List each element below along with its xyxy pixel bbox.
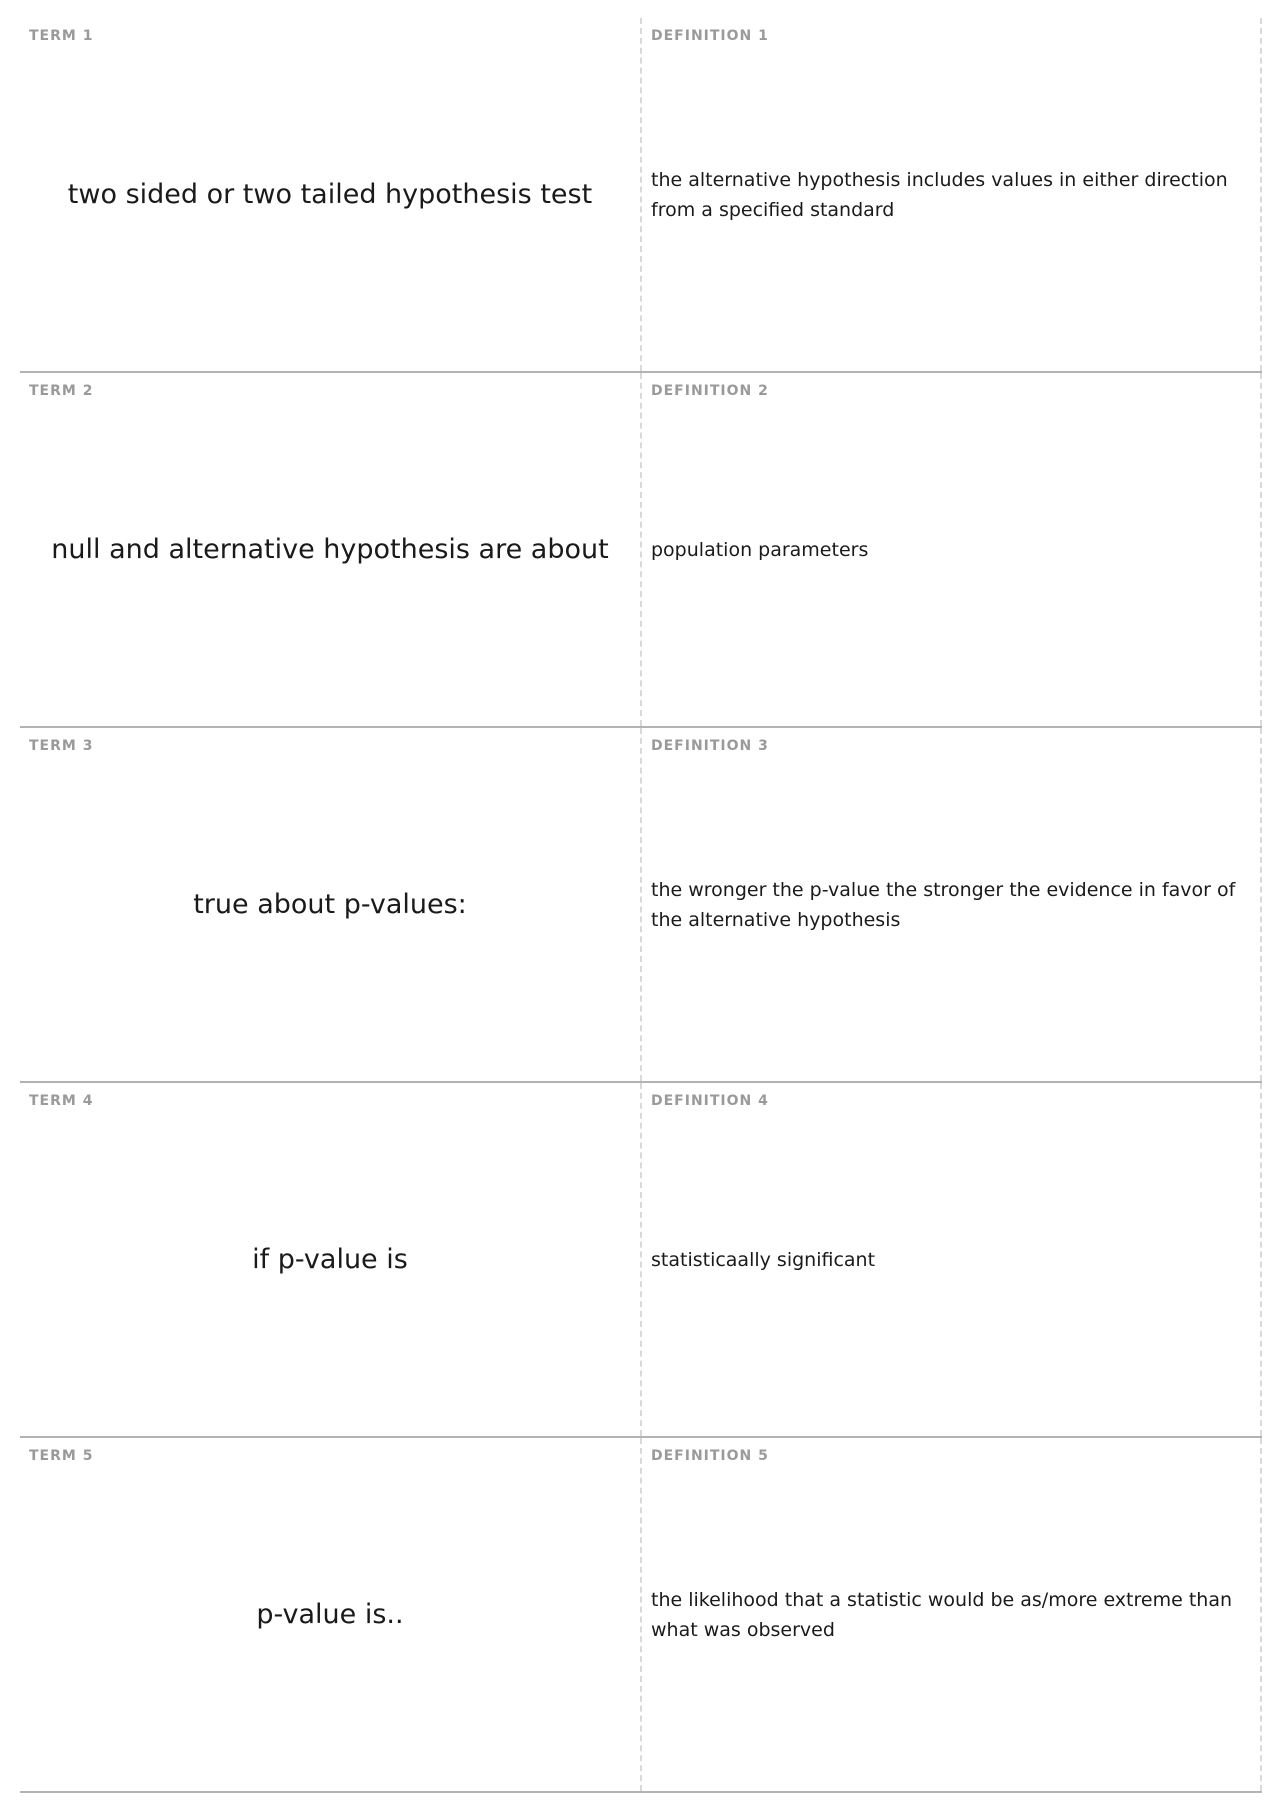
- term-text: true about p-values:: [193, 888, 467, 920]
- definition-label: DEFINITION 3: [651, 738, 769, 754]
- definition-text: the likelihood that a statistic would be as/more extreme than what was observed: [651, 1588, 1233, 1641]
- definition-label: DEFINITION 4: [651, 1093, 769, 1109]
- definition-cell: [642, 1083, 1262, 1436]
- term-label: TERM 3: [29, 738, 94, 754]
- definition-cell: [642, 373, 1262, 726]
- definition-text: the alternative hypothesis includes values in either direction from a specified standard: [651, 168, 1228, 221]
- definition-text: population parameters: [651, 538, 869, 561]
- term-label: TERM 5: [29, 1448, 94, 1464]
- term-label: TERM 1: [29, 28, 94, 44]
- flashcard-row-4: [20, 1083, 1262, 1438]
- definition-cell: [642, 728, 1262, 1081]
- flashcard-row-3: [20, 728, 1262, 1083]
- definition-cell: [642, 18, 1262, 371]
- term-cell: [20, 373, 642, 726]
- term-cell: [20, 1083, 642, 1436]
- definition-label: DEFINITION 1: [651, 28, 769, 44]
- term-text: two sided or two tailed hypothesis test: [67, 178, 593, 210]
- definition-label: DEFINITION 5: [651, 1448, 769, 1464]
- flashcard-sheet: [20, 18, 1262, 1793]
- definition-cell: [642, 1438, 1262, 1791]
- definition-label: DEFINITION 2: [651, 383, 769, 399]
- definition-text: statisticaally significant: [651, 1248, 876, 1271]
- flashcard-row-2: [20, 373, 1262, 728]
- term-text: null and alternative hypothesis are about: [51, 533, 609, 565]
- term-cell: [20, 728, 642, 1081]
- term-text: p-value is..: [256, 1598, 404, 1630]
- flashcard-row-1: [20, 18, 1262, 373]
- term-label: TERM 2: [29, 383, 94, 399]
- term-cell: [20, 1438, 642, 1791]
- term-label: TERM 4: [29, 1093, 94, 1109]
- flashcard-row-5: [20, 1438, 1262, 1793]
- term-cell: [20, 18, 642, 371]
- term-text: if p-value is: [252, 1243, 408, 1275]
- definition-text: the wronger the p-value the stronger the evidence in favor of the alternative hypothesis: [651, 878, 1236, 931]
